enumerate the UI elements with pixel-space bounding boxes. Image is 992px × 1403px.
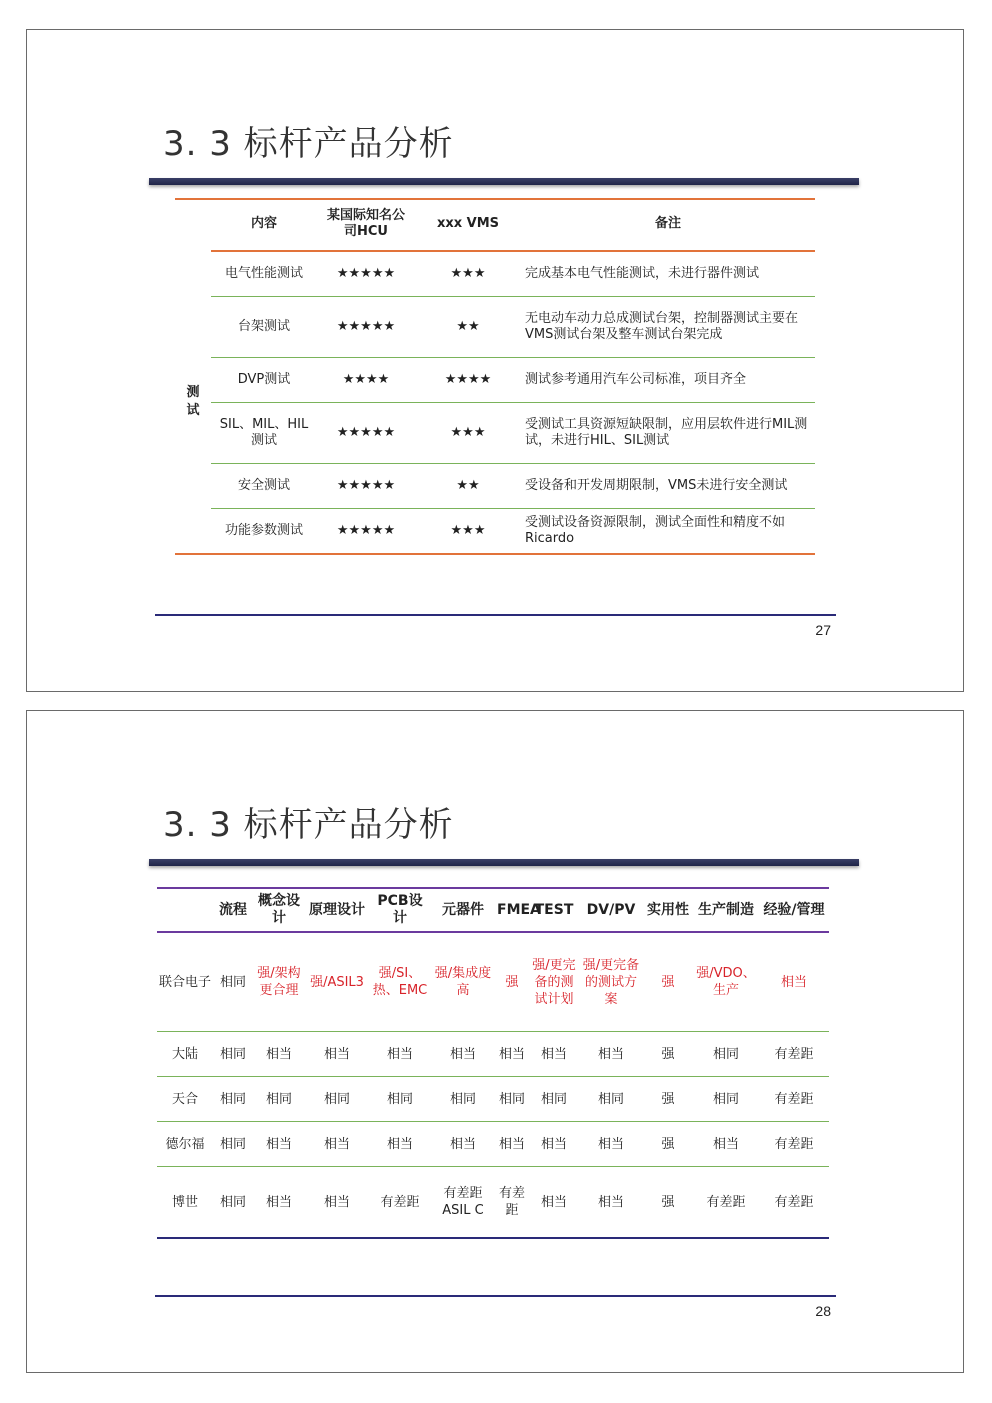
cell: 相当	[759, 932, 829, 1032]
cell-note: 无电动车动力总成测试台架，控制器测试主要在VMS测试台架及整车测试台架完成	[521, 297, 815, 358]
page-number: 28	[815, 1303, 831, 1319]
header-company	[157, 888, 213, 932]
title-underline	[149, 178, 859, 185]
table-row	[175, 509, 815, 555]
header-process: 流程	[213, 888, 253, 932]
cell: 相同	[213, 1122, 253, 1167]
group-label-cell	[175, 251, 211, 554]
cell-hcu-rating: ★★★★★	[317, 251, 415, 297]
table-row	[157, 932, 829, 1032]
cell: 强	[643, 1122, 693, 1167]
cell: 相同	[693, 1077, 759, 1122]
group-label: 测试	[186, 385, 200, 418]
cell: 有差距	[369, 1167, 431, 1239]
cell: 相当	[253, 1122, 305, 1167]
cell: 相同	[495, 1077, 529, 1122]
cell-note: 完成基本电气性能测试，未进行器件测试	[521, 251, 815, 297]
cell: 有差距	[495, 1167, 529, 1239]
cell: 相当	[579, 1032, 643, 1077]
cell: 相当	[495, 1122, 529, 1167]
header-components: 元器件	[431, 888, 495, 932]
cell-hcu-rating: ★★★★★	[317, 464, 415, 509]
header-manufacturing: 生产制造	[693, 888, 759, 932]
table-row	[175, 251, 815, 297]
cell-vms-rating: ★★★	[415, 509, 521, 555]
cell-vms-rating: ★★★★	[415, 358, 521, 403]
header-practicality: 实用性	[643, 888, 693, 932]
cell: 相同	[213, 932, 253, 1032]
cell-hcu-rating: ★★★★★	[317, 509, 415, 555]
cell-note: 受设备和开发周期限制，VMS未进行安全测试	[521, 464, 815, 509]
table-row	[157, 1077, 829, 1122]
table-row	[175, 403, 815, 464]
cell-hcu-rating: ★★★★★	[317, 297, 415, 358]
competitor-comparison-table	[157, 887, 829, 1239]
title-underline	[149, 859, 859, 866]
page-number: 27	[815, 622, 831, 638]
cell: 有差距	[693, 1167, 759, 1239]
cell: 相当	[305, 1122, 369, 1167]
table-row	[175, 358, 815, 403]
cell: 相当	[369, 1032, 431, 1077]
cell: 有差距	[759, 1077, 829, 1122]
cell: 相当	[529, 1032, 579, 1077]
cell: 相当	[253, 1167, 305, 1239]
cell-vms-rating: ★★	[415, 297, 521, 358]
footer-rule	[155, 1295, 836, 1297]
header-content: 内容	[211, 198, 317, 251]
slide-28	[26, 710, 964, 1373]
table-row	[175, 464, 815, 509]
table-row	[157, 1032, 829, 1077]
cell: 相当	[529, 1167, 579, 1239]
slide-27	[26, 29, 964, 692]
cell: 强/集成度高	[431, 932, 495, 1032]
table-row	[157, 1167, 829, 1239]
cell-note: 受测试设备资源限制，测试全面性和精度不如Ricardo	[521, 509, 815, 555]
cell-company: 天合	[157, 1077, 213, 1122]
cell-hcu-rating: ★★★★★	[317, 403, 415, 464]
cell: 相当	[579, 1167, 643, 1239]
cell-company: 联合电子	[157, 932, 213, 1032]
cell: 相同	[253, 1077, 305, 1122]
header-vms: xxx VMS	[415, 198, 521, 251]
header-schematic-design: 原理设计	[305, 888, 369, 932]
cell: 相当	[253, 1032, 305, 1077]
header-note: 备注	[521, 198, 815, 251]
cell: 相当	[431, 1032, 495, 1077]
table-row	[175, 297, 815, 358]
cell: 相当	[495, 1032, 529, 1077]
cell: 有差距ASIL C	[431, 1167, 495, 1239]
cell-vms-rating: ★★★	[415, 403, 521, 464]
header-test: TEST	[529, 888, 579, 932]
footer-rule	[155, 614, 836, 616]
cell: 强/更完备的测试计划	[529, 932, 579, 1032]
group-header-blank	[175, 198, 211, 251]
cell: 相同	[213, 1167, 253, 1239]
cell: 相当	[579, 1122, 643, 1167]
cell: 相当	[529, 1122, 579, 1167]
cell-hcu-rating: ★★★★	[317, 358, 415, 403]
cell: 相当	[693, 1122, 759, 1167]
cell-content: 安全测试	[211, 464, 317, 509]
cell-content: 电气性能测试	[211, 251, 317, 297]
cell-note: 受测试工具资源短缺限制，应用层软件进行MIL测试，未进行HIL、SIL测试	[521, 403, 815, 464]
cell: 有差距	[759, 1032, 829, 1077]
cell-vms-rating: ★★★	[415, 251, 521, 297]
cell: 相同	[213, 1032, 253, 1077]
cell-company: 大陆	[157, 1032, 213, 1077]
slide-title: 3. 3 标杆产品分析	[163, 124, 454, 164]
cell: 相同	[431, 1077, 495, 1122]
header-concept-design: 概念设计	[253, 888, 305, 932]
cell: 强/SI、热、EMC	[369, 932, 431, 1032]
cell: 相同	[579, 1077, 643, 1122]
cell: 强/架构更合理	[253, 932, 305, 1032]
cell: 相同	[693, 1032, 759, 1077]
cell: 相同	[369, 1077, 431, 1122]
cell-content: SIL、MIL、HIL测试	[211, 403, 317, 464]
test-comparison-table	[175, 198, 815, 555]
cell: 强/VDO、生产	[693, 932, 759, 1032]
cell-company: 博世	[157, 1167, 213, 1239]
cell: 相同	[305, 1077, 369, 1122]
cell-company: 德尔福	[157, 1122, 213, 1167]
cell: 相同	[213, 1077, 253, 1122]
cell: 相当	[369, 1122, 431, 1167]
header-experience: 经验/管理	[759, 888, 829, 932]
cell-vms-rating: ★★	[415, 464, 521, 509]
header-pcb-design: PCB设计	[369, 888, 431, 932]
cell: 强	[495, 932, 529, 1032]
cell: 相当	[305, 1167, 369, 1239]
header-fmea: FMEA	[495, 888, 529, 932]
table-header-row	[157, 888, 829, 932]
cell-content: 台架测试	[211, 297, 317, 358]
cell: 相当	[305, 1032, 369, 1077]
cell: 强	[643, 1167, 693, 1239]
cell: 相同	[529, 1077, 579, 1122]
table-row	[157, 1122, 829, 1167]
cell: 强/ASIL3	[305, 932, 369, 1032]
cell: 强/更完备的测试方案	[579, 932, 643, 1032]
cell: 相当	[431, 1122, 495, 1167]
cell: 强	[643, 932, 693, 1032]
cell: 强	[643, 1032, 693, 1077]
slide-title: 3. 3 标杆产品分析	[163, 805, 454, 845]
cell-content: DVP测试	[211, 358, 317, 403]
header-hcu: 某国际知名公司HCU	[317, 198, 415, 251]
cell: 强	[643, 1077, 693, 1122]
cell-note: 测试参考通用汽车公司标准，项目齐全	[521, 358, 815, 403]
header-dvpv: DV/PV	[579, 888, 643, 932]
cell: 有差距	[759, 1167, 829, 1239]
cell-content: 功能参数测试	[211, 509, 317, 555]
cell: 有差距	[759, 1122, 829, 1167]
